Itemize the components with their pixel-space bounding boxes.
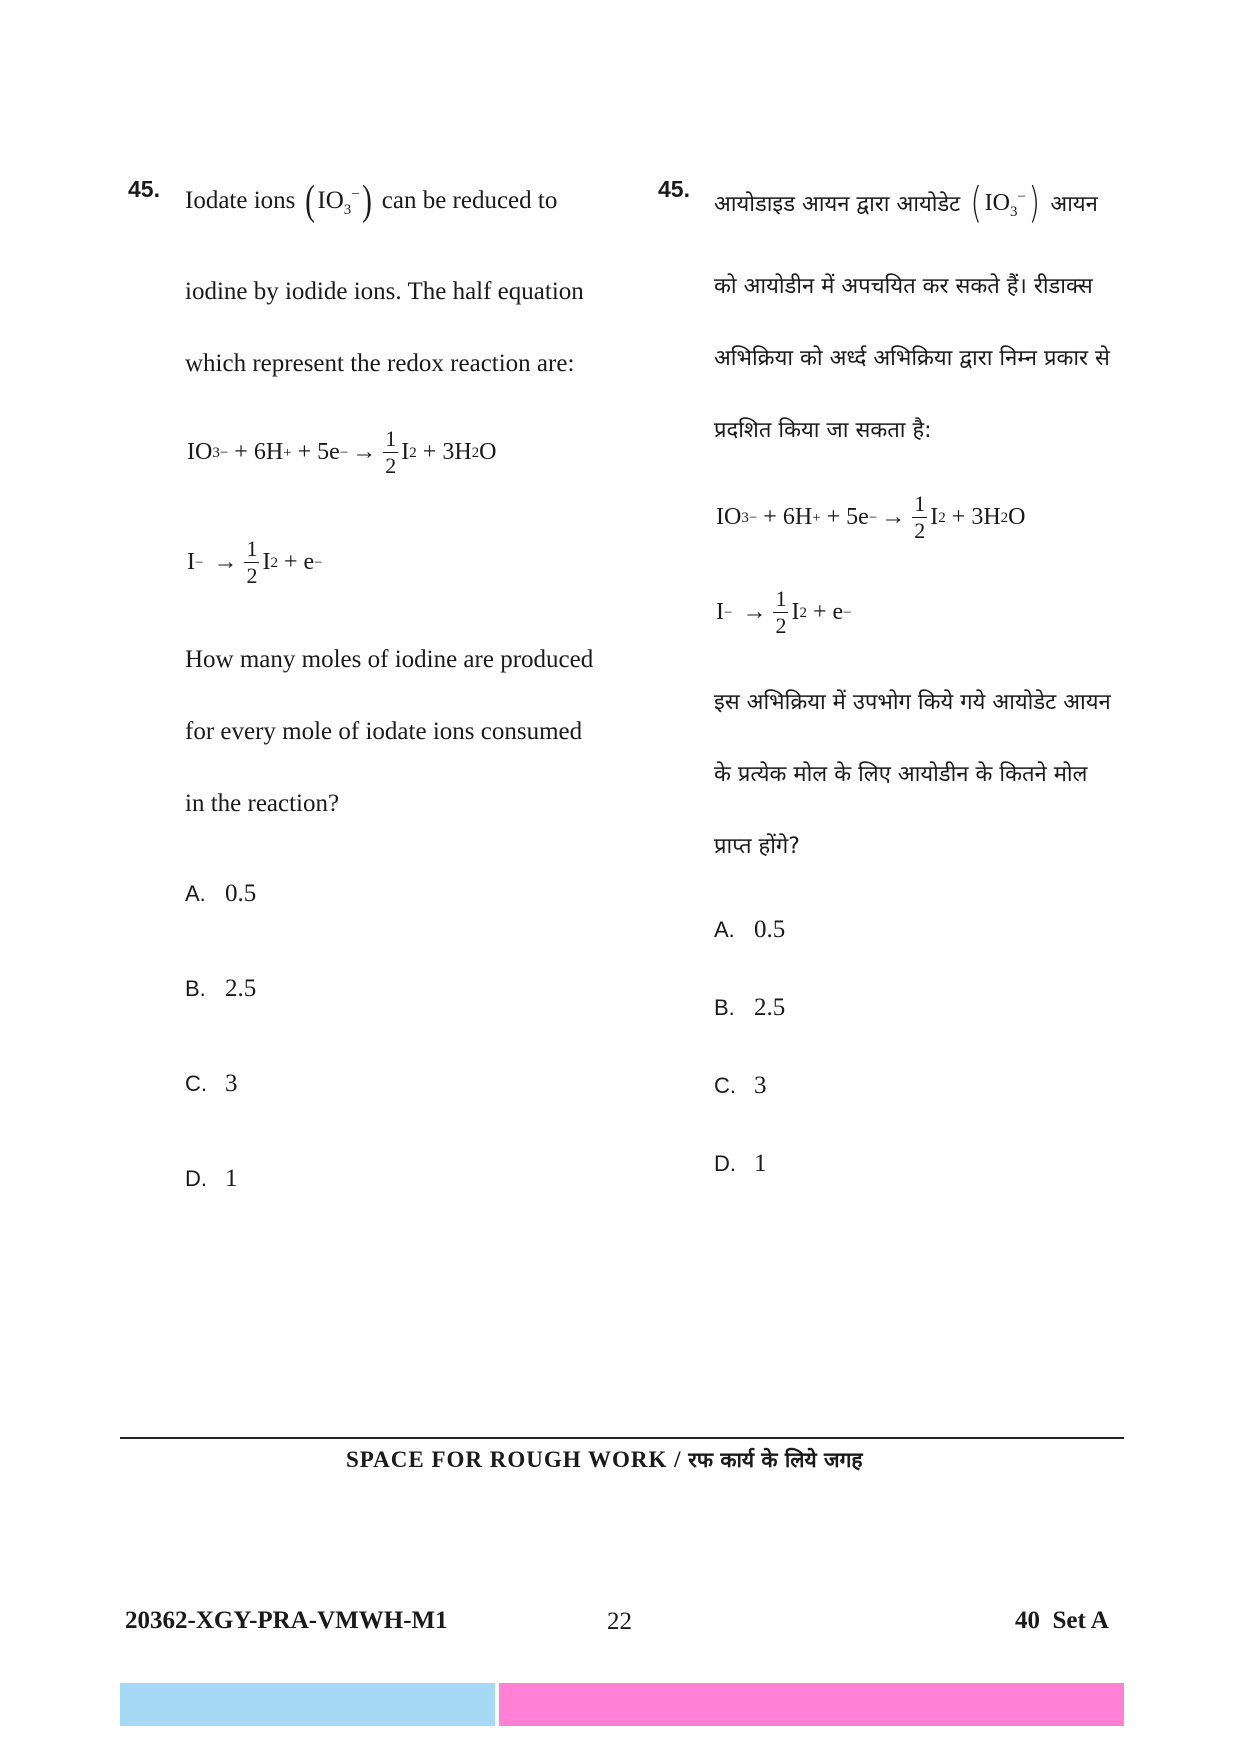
color-band-blue <box>120 1683 495 1726</box>
iodate-formula: $IO_3^-$ <box>984 188 1026 220</box>
half-equation-1: IO 3 − + 6H + + 5e − → $\frac{1}{2}$ I 2 + 3H 2 O <box>187 426 497 478</box>
set-label: 40 Set A <box>1015 1607 1109 1634</box>
question-number: 45. <box>128 176 160 202</box>
page-number: 22 <box>607 1608 632 1635</box>
option-d[interactable]: D. 1 <box>185 1165 238 1192</box>
question-text-hindi-line-1: इस अभिक्रिया में उपभोग किये गये आयोडेट आयन <box>714 690 1111 715</box>
stem-text: Iodate ions <box>185 187 296 214</box>
half-equation-2: I − → $\frac{1}{2}$ I 2 + e − <box>187 536 323 588</box>
option-d-hindi[interactable]: D. 1 <box>714 1150 767 1177</box>
iodate-formula: $IO_3^-$ <box>317 186 360 218</box>
fraction-half: $\frac{1}{2}$ <box>914 491 926 543</box>
open-paren: ( <box>305 178 316 224</box>
open-paren: ( <box>970 178 983 227</box>
rough-work-heading: SPACE FOR ROUGH WORK / रफ कार्य के लिये जगह <box>346 1447 863 1472</box>
half-equation-1-hindi: IO 3 − + 6H + + 5e − → $\frac{1}{2}$ I 2 + 3H 2 O <box>716 491 1026 543</box>
question-text-line-3: in the reaction? <box>185 790 340 817</box>
question-text-line-2: for every mole of iodate ions consumed <box>185 718 583 745</box>
option-b[interactable]: B. 2.5 <box>185 975 257 1002</box>
stem-text: can be reduced to <box>381 187 558 214</box>
color-band-pink <box>499 1683 1124 1726</box>
question-stem-hindi-line-2: को आयोडीन में अपचयित कर सकते हैं। रीडाक्स <box>714 274 1093 299</box>
question-number-hindi: 45. <box>658 176 690 202</box>
half-equation-2-hindi: I − → $\frac{1}{2}$ I 2 + e − <box>716 586 852 638</box>
option-c-hindi[interactable]: C. 3 <box>714 1072 767 1099</box>
question-stem-hindi-line-4: प्रदशित किया जा सकता है: <box>714 418 932 443</box>
question-stem-line-1 <box>185 180 557 222</box>
question-text-hindi-line-2: के प्रत्येक मोल के लिए आयोडीन के कितने मोल <box>714 762 1088 787</box>
question-text-hindi-line-3: प्राप्त होंगे? <box>714 834 800 859</box>
question-stem-hindi-line-3: अभिक्रिया को अर्ध्द अभिक्रिया द्वारा निम्न प्रकार से <box>714 346 1110 371</box>
option-a[interactable]: A. 0.5 <box>185 880 257 907</box>
option-b-hindi[interactable]: B. 2.5 <box>714 994 786 1021</box>
fraction-half: $\frac{1}{2}$ <box>385 426 397 478</box>
question-stem-hindi-line-1: आयोडाइड आयन द्वारा आयोडेट ( $IO_3^-$ ) आयन <box>714 178 1098 227</box>
option-c[interactable]: C. 3 <box>185 1070 238 1097</box>
fraction-half: $\frac{1}{2}$ <box>775 586 787 638</box>
question-stem-line-3: which represent the redox reaction are: <box>185 350 575 377</box>
close-paren: ) <box>361 178 372 224</box>
question-stem-line-2: iodine by iodide ions. The half equation <box>185 278 584 305</box>
option-a-hindi[interactable]: A. 0.5 <box>714 916 786 943</box>
divider-rule <box>120 1437 1124 1439</box>
question-text-line-1: How many moles of iodine are produced <box>185 646 594 673</box>
paper-code: 20362-XGY-PRA-VMWH-M1 <box>125 1607 448 1634</box>
close-paren: ) <box>1028 178 1040 227</box>
fraction-half: $\frac{1}{2}$ <box>246 536 258 588</box>
